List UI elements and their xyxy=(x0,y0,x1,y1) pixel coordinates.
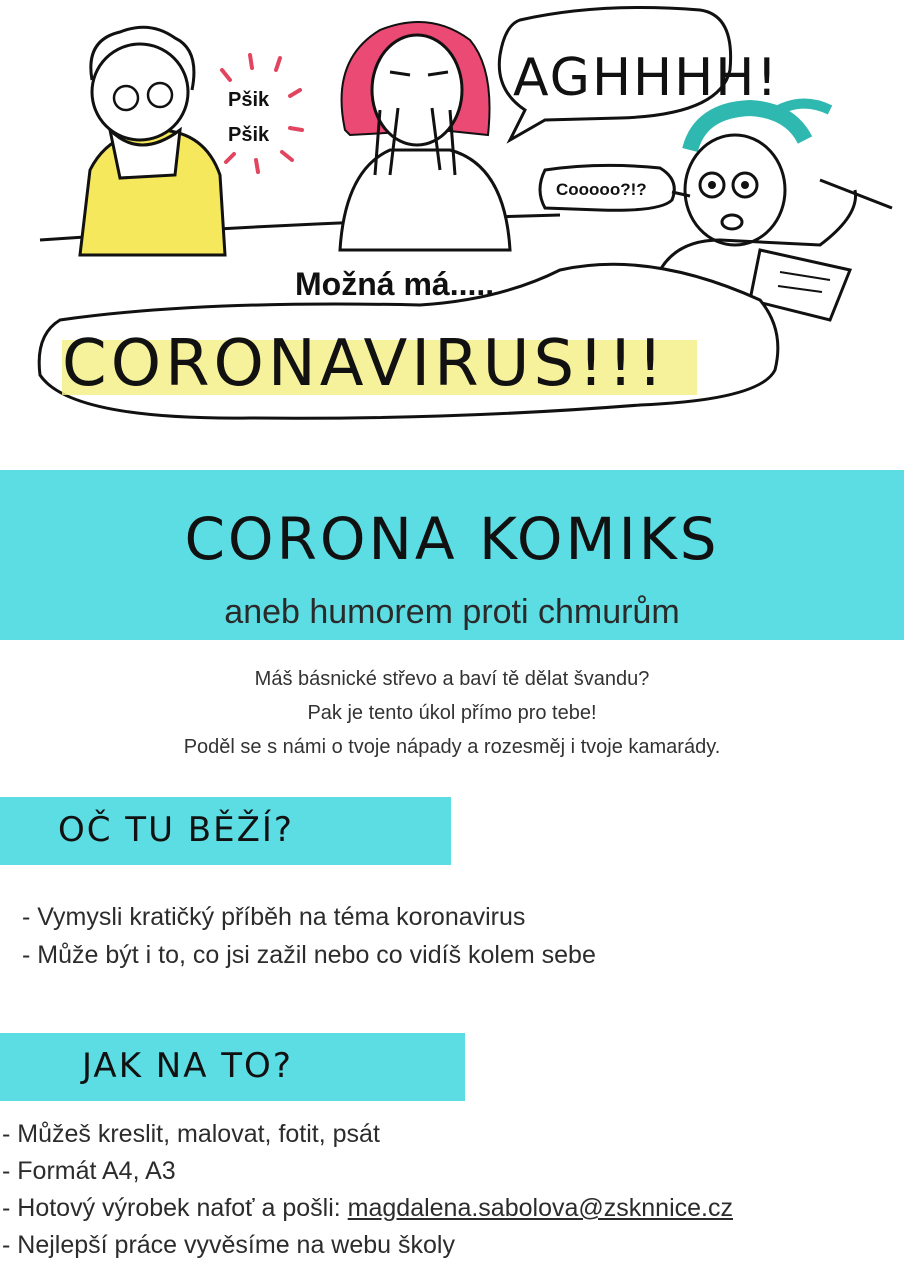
page-title: CORONA KOMIKS xyxy=(184,505,720,573)
sneeze-lines xyxy=(222,55,302,172)
section-heading-jak-na-to: JAK NA TO? xyxy=(82,1046,293,1086)
question-text: Cooooo?!? xyxy=(556,180,647,199)
email-link[interactable]: magdalena.sabolova@zsknnice.cz xyxy=(347,1194,733,1222)
caption-text: Možná má..... xyxy=(295,266,495,302)
section2-list xyxy=(2,1116,733,1264)
intro-line: Poděl se s námi o tvoje nápady a rozesměj i tvoje kamarády. xyxy=(183,736,721,758)
intro-text xyxy=(0,662,904,764)
sneeze-text-2: Pšik xyxy=(228,124,270,146)
list-item: - Může být i to, co jsi zažil nebo co vidíš kolem sebe xyxy=(22,941,596,969)
comic-illustration xyxy=(0,0,904,470)
sneeze-text-1: Pšik xyxy=(228,89,270,111)
section1-list xyxy=(22,898,596,974)
coronavirus-text: CORONAVIRUS!!! xyxy=(62,327,668,401)
list-item: - Můžeš kreslit, malovat, fotit, psát xyxy=(2,1120,380,1148)
page-subtitle: aneb humorem proti chmurům xyxy=(224,593,680,631)
list-item: - Vymysli kratičký příběh na téma koronavirus xyxy=(22,903,526,931)
intro-line: Pak je tento úkol přímo pro tebe! xyxy=(307,702,597,724)
intro-line: Máš básnické střevo a baví tě dělat švandu? xyxy=(254,668,650,690)
shout-text: AGHHHH! xyxy=(513,48,780,108)
send-prefix: - Hotový výrobek nafoť a pošli: xyxy=(2,1194,348,1222)
section-heading-oc-tu-bezi: OČ TU BĚŽÍ? xyxy=(58,810,294,850)
list-item: - Formát A4, A3 xyxy=(2,1157,176,1185)
sneezing-man-figure xyxy=(80,27,225,255)
list-item: - Nejlepší práce vyvěsíme na webu školy xyxy=(2,1231,455,1259)
list-item-send xyxy=(2,1190,733,1227)
screaming-woman-figure xyxy=(340,22,510,250)
